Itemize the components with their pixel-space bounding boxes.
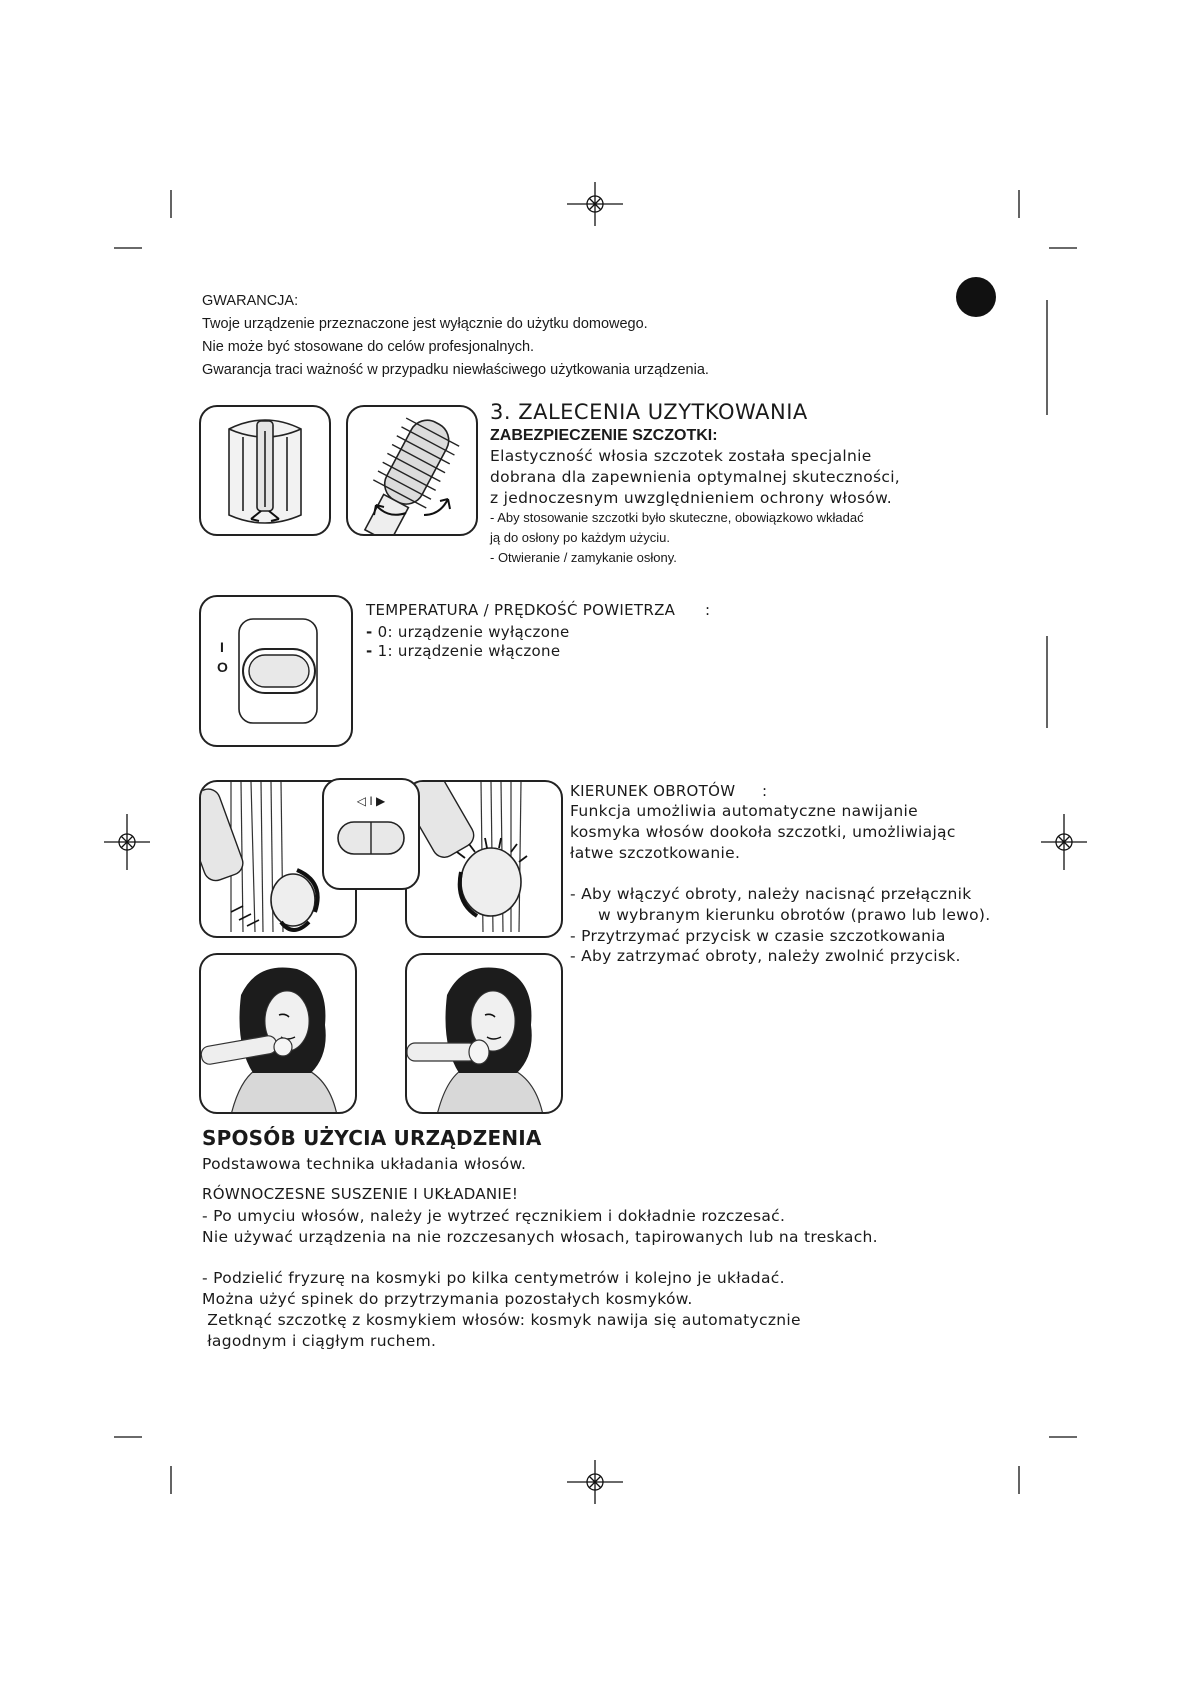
usage-para1-line1: - Po umyciu włosów, należy je wytrzeć ręcznikiem i dokładnie rozczesać. bbox=[202, 1207, 786, 1225]
brush-protection-line-2: dobrana dla zapewnienia optymalnej skuteczności, bbox=[490, 468, 901, 486]
rotation-switch-illustration bbox=[322, 778, 420, 890]
styling-photo-left bbox=[199, 953, 357, 1114]
brush-head-icon bbox=[348, 407, 476, 534]
registration-mark-top bbox=[567, 182, 623, 226]
usage-para2-line4: łagodnym i ciągłym ruchem. bbox=[202, 1332, 437, 1350]
warranty-title: GWARANCJA: bbox=[202, 293, 299, 309]
registration-mark-bottom bbox=[567, 1460, 623, 1504]
temperature-item-1: - 1: urządzenie włączone bbox=[366, 642, 561, 660]
brush-protection-heading: ZABEZPIECZENIE SZCZOTKI: bbox=[490, 427, 718, 444]
registration-mark-right bbox=[1041, 814, 1087, 870]
rotation-step-3: - Aby zatrzymać obroty, należy zwolnić przycisk. bbox=[570, 947, 961, 965]
brush-protection-note-2: ją do osłony po każdym użyciu. bbox=[490, 530, 670, 545]
brush-head-illustration bbox=[346, 405, 478, 536]
usage-intro: Podstawowa technika układania włosów. bbox=[202, 1155, 527, 1173]
usage-heading: SPOSÓB UŻYCIA URZĄDZENIA bbox=[202, 1126, 542, 1150]
rotation-body-3: łatwe szczotkowanie. bbox=[570, 844, 741, 862]
hair-curl-right-icon bbox=[407, 782, 561, 936]
usage-subheading: RÓWNOCZESNE SUSZENIE I UKŁADANIE! bbox=[202, 1185, 519, 1203]
temperature-title: TEMPERATURA / PRĘDKOŚĆ POWIETRZA bbox=[366, 601, 676, 619]
rotation-step-2: - Przytrzymać przycisk w czasie szczotkowania bbox=[570, 927, 946, 945]
rotation-body-1: Funkcja umożliwia automatyczne nawijanie bbox=[570, 802, 918, 820]
temperature-switch-illustration bbox=[199, 595, 353, 747]
rotation-body-2: kosmyka włosów dookoła szczotki, umożliwiając bbox=[570, 823, 956, 841]
woman-styling-left-icon bbox=[201, 955, 355, 1112]
warranty-line-3: Gwarancja traci ważność w przypadku niewłaściwego użytkowania urządzenia. bbox=[202, 362, 709, 378]
brush-cover-icon bbox=[201, 407, 329, 534]
brush-protection-note-1: - Aby stosowanie szczotki było skuteczne, obowiązkowo wkładać bbox=[490, 510, 864, 525]
styling-photo-right bbox=[405, 953, 563, 1114]
rotation-switch-icon bbox=[324, 780, 418, 888]
brush-protection-note-3: - Otwieranie / zamykanie osłony. bbox=[490, 550, 677, 565]
rotation-title: KIERUNEK OBROTÓW bbox=[570, 782, 736, 800]
rotation-step-1b: w wybranym kierunku obrotów (prawo lub lewo). bbox=[598, 906, 991, 924]
switch-label-on: I bbox=[220, 639, 224, 655]
rotation-right-illustration bbox=[405, 780, 563, 938]
brush-protection-line-1: Elastyczność włosia szczotek została specjalnie bbox=[490, 447, 872, 465]
language-tab-marker bbox=[956, 277, 996, 317]
section-3-heading: 3. ZALECENIA UZYTKOWANIA bbox=[490, 400, 808, 424]
usage-para2-line3: Zetknąć szczotkę z kosmykiem włosów: kosmyk nawija się automatycznie bbox=[202, 1311, 801, 1329]
brush-cover-illustration bbox=[199, 405, 331, 536]
brush-protection-line-3: z jednoczesnym uwzględnieniem ochrony włosów. bbox=[490, 489, 892, 507]
rotation-colon: : bbox=[762, 782, 768, 800]
rotation-step-1: - Aby włączyć obroty, należy nacisnąć przełącznik bbox=[570, 885, 972, 903]
warranty-line-2: Nie może być stosowane do celów profesjonalnych. bbox=[202, 339, 535, 355]
registration-mark-left bbox=[104, 814, 150, 870]
usage-para2-line1: - Podzielić fryzurę na kosmyki po kilka centymetrów i kolejno je układać. bbox=[202, 1269, 785, 1287]
usage-para1-line2: Nie używać urządzenia na nie rozczesanych włosach, tapirowanych lub na treskach. bbox=[202, 1228, 878, 1246]
warranty-line-1: Twoje urządzenie przeznaczone jest wyłącznie do użytku domowego. bbox=[202, 316, 648, 332]
switch-label-off: O bbox=[217, 659, 228, 675]
rotation-switch-label: ◁ I ▶ bbox=[356, 794, 386, 808]
temperature-colon: : bbox=[705, 601, 711, 619]
usage-para2-line2: Można użyć spinek do przytrzymania pozostałych kosmyków. bbox=[202, 1290, 693, 1308]
woman-styling-right-icon bbox=[407, 955, 561, 1112]
temperature-item-0: - 0: urządzenie wyłączone bbox=[366, 623, 570, 641]
